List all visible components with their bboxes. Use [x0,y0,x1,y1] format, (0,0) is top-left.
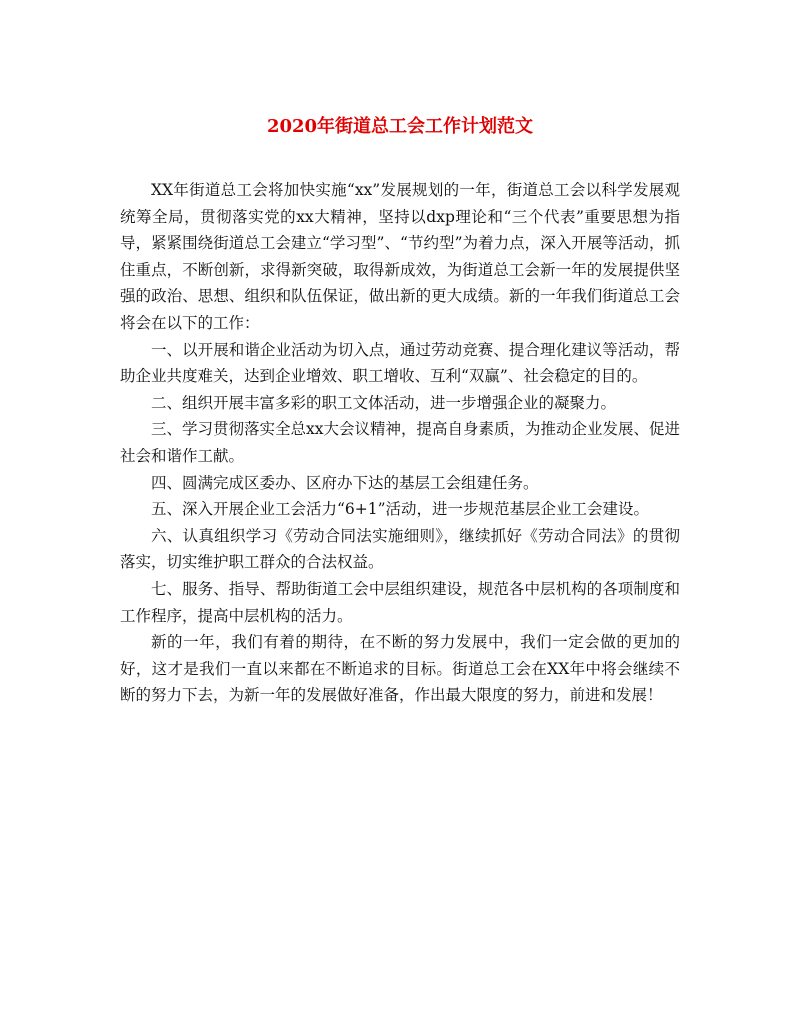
document-body [120,177,680,709]
paragraph-intro: XX年街道总工会将加快实施“xx”发展规划的一年，街道总工会以科学发展观统筹全局，贯彻落实党的xx大精神，坚持以dxp理论和“三个代表”重要思想为指导，紧紧围绕街道总工会建立“学习型”、“节约型”为着力点，深入开展等活动，抓住重点，不断创新，求得新突破，取得新成效，为街道总工会新一年的发展提供坚强的政治、思想、组织和队伍保证，做出新的更大成绩。新的一年我们街道总工会将会在以下的工作： [120,181,680,332]
paragraph-item-4: 四、圆满完成区委办、区府办下达的基层工会组建任务。 [151,473,539,492]
paragraph-item-5: 五、深入开展企业工会活力“6+1”活动，进一步规范基层企业工会建设。 [151,500,650,519]
paragraph-item-1: 一、以开展和谐企业活动为切入点，通过劳动竞赛、提合理化建议等活动，帮助企业共度难关，达到企业增效、职工增收、互利“双赢”、社会稳定的目的。 [120,340,680,386]
paragraph-item-2: 二、组织开展丰富多彩的职工文体活动，进一步增强企业的凝聚力。 [151,393,617,412]
paragraph-item-7: 七、服务、指导、帮助街道工会中层组织建设，规范各中层机构的各项制度和工作程序，提高中层机构的活力。 [120,579,680,625]
paragraph-conclusion: 新的一年，我们有着的期待，在不断的努力发展中，我们一定会做的更加的好，这才是我们一直以来都在不断追求的目标。街道总工会在XX年中将会继续不断的努力下去，为新一年的发展做好准备，作出最大限度的努力，前进和发展！ [120,633,680,705]
paragraph-item-6: 六、认真组织学习《劳动合同法实施细则》，继续抓好《劳动合同法》的贯彻落实，切实维护职工群众的合法权益。 [120,526,680,572]
document-title: 2020年街道总工会工作计划范文 [266,116,534,137]
paragraph-item-3: 三、学习贯彻落实全总xx大会议精神，提高自身素质，为推动企业发展、促进社会和谐作工献。 [120,420,680,465]
